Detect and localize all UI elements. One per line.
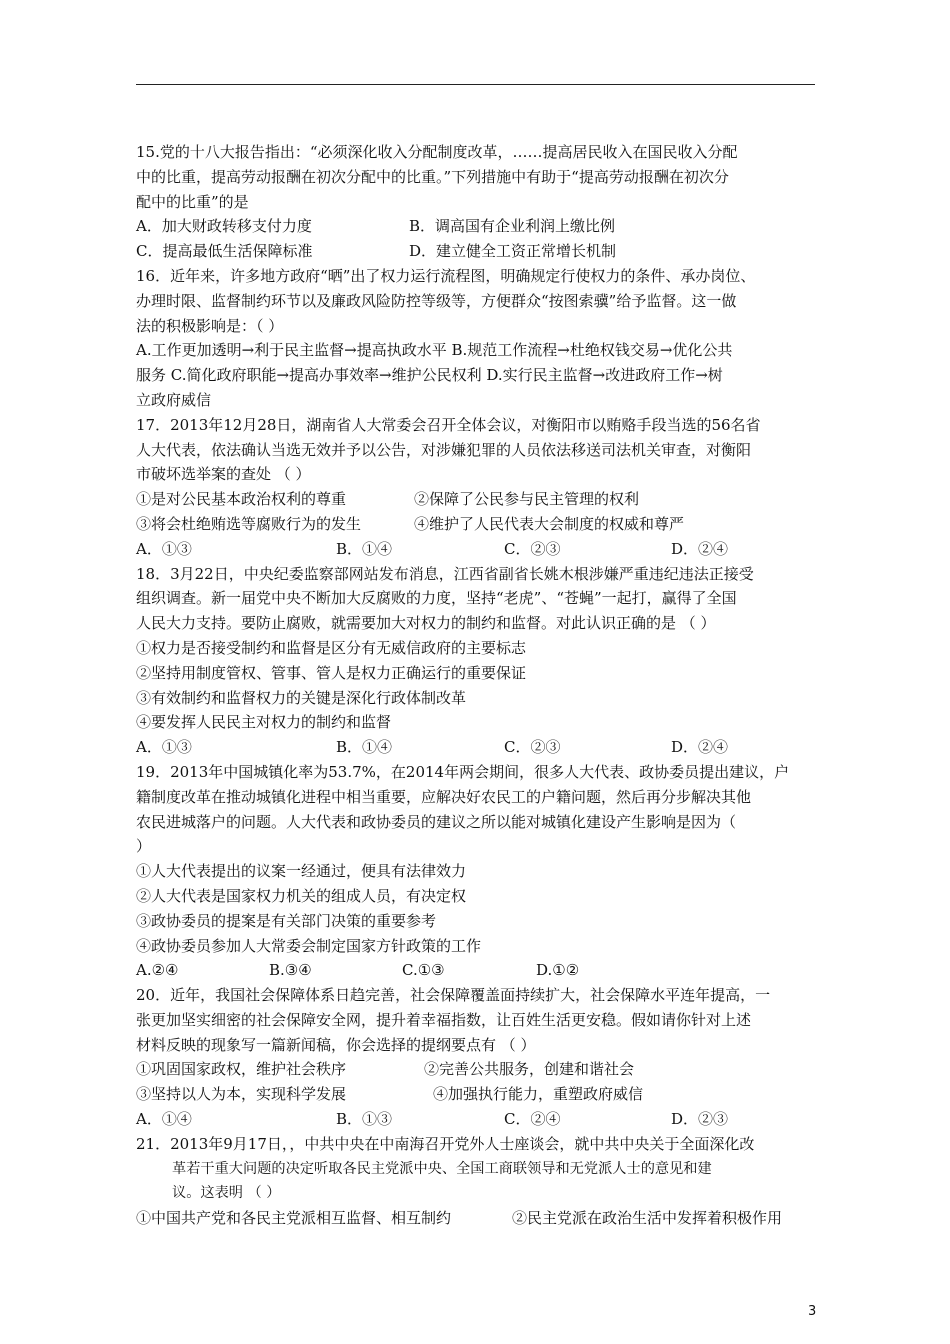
statement-3: ③坚持以人为本，实现科学发展 — [136, 1085, 347, 1104]
question-options: A.工作更加透明→利于民主监督→提高执政水平 B.规范工作流程→杜绝权钱交易→优化公共 — [136, 341, 733, 360]
question-text: 18．3月22日，中央纪委监察部网站发布消息，江西省副省长姚木根涉嫌严重违纪违法正接受 — [136, 564, 754, 583]
question-text: 办理时限、监督制约环节以及廉政风险防控等级等，方便群众“按图索骥”给予监督。这一做 — [136, 291, 737, 310]
question-17 — [136, 413, 816, 562]
statement-2: ②完善公共服务，创建和谐社会 — [424, 1060, 635, 1079]
question-text: 法的积极影响是：（ ） — [136, 316, 284, 335]
question-text: 中的比重，提高劳动报酬在初次分配中的比重。”下列措施中有助于“提高劳动报酬在初次分 — [136, 167, 729, 186]
question-text: 议。这表明 （ ） — [172, 1185, 281, 1202]
statement-3: ③政协委员的提案是有关部门决策的重要参考 — [136, 911, 437, 930]
statement-1: ①人大代表提出的议案一经通过，便具有法律效力 — [136, 862, 467, 881]
answer-c: C.①③ — [402, 961, 445, 980]
statement-4: ④要发挥人民民主对权力的制约和监督 — [136, 713, 392, 732]
question-text: 籍制度改革在推动城镇化进程中相当重要，应解决好农民工的户籍问题，然后再分步解决其他 — [136, 787, 752, 806]
question-text: ） — [136, 837, 152, 856]
question-text: 革若干重大问题的决定听取各民主党派中央、全国工商联领导和无党派人士的意见和建 — [172, 1160, 712, 1177]
statement-3: ③将会杜绝贿选等腐败行为的发生 — [136, 514, 362, 533]
answer-b: B．①④ — [336, 539, 393, 558]
question-text: 张更加坚实细密的社会保障安全网，提升着幸福指数，让百姓生活更安稳。假如请你针对上述 — [136, 1010, 752, 1029]
question-text: 21．2013年9月17日，，中共中央在中南海召开党外人士座谈会，就中共中央关于全面深化改 — [136, 1134, 755, 1153]
question-text: 16．近年来，许多地方政府“晒”出了权力运行流程图，明确规定行使权力的条件、承办岗位、 — [136, 266, 756, 285]
answer-a: A.②④ — [136, 961, 179, 980]
question-text: 组织调查。新一届党中央不断加大反腐败的力度，坚持“老虎”、“苍蝇”一起打，赢得了全国 — [136, 589, 737, 608]
answer-a: A．①③ — [136, 539, 192, 558]
answer-row — [136, 1107, 816, 1132]
statement-1: ①权力是否接受制约和监督是区分有无威信政府的主要标志 — [136, 638, 527, 657]
option-row — [136, 214, 816, 239]
answer-row — [136, 958, 816, 983]
question-15 — [136, 140, 816, 264]
statement-1: ①是对公民基本政治权利的尊重 — [136, 490, 347, 509]
statement-4: ④政协委员参加人大常委会制定国家方针政策的工作 — [136, 936, 482, 955]
question-text: 配中的比重”的是 — [136, 192, 249, 211]
answer-a: A．①③ — [136, 738, 192, 757]
question-options: 立政府威信 — [136, 390, 212, 409]
answer-d: D．②③ — [671, 1110, 729, 1129]
statement-2: ②民主党派在政治生活中发挥着积极作用 — [512, 1209, 783, 1228]
statement-1: ①巩固国家政权，维护社会秩序 — [136, 1060, 347, 1079]
header-rule — [136, 84, 815, 85]
page-number: 3 — [808, 1304, 817, 1319]
statement-1: ①中国共产党和各民主党派相互监督、相互制约 — [136, 1209, 452, 1228]
statement-row — [136, 512, 816, 537]
statement-2: ②坚持用制度管权、管事、管人是权力正确运行的重要保证 — [136, 663, 527, 682]
exam-page-content — [136, 140, 816, 1231]
answer-c: C．②③ — [504, 539, 561, 558]
question-text: 15.党的十八大报告指出：“必须深化收入分配制度改革，……提高居民收入在国民收入分配 — [136, 143, 738, 161]
answer-row — [136, 537, 816, 562]
statement-row — [136, 1082, 816, 1107]
question-text: 17．2013年12月28日，湖南省人大常委会召开全体会议，对衡阳市以贿赂手段当选的56名省 — [136, 415, 761, 434]
option-row — [136, 239, 816, 264]
question-21 — [136, 1132, 816, 1231]
option-b: B．调高国有企业利润上缴比例 — [409, 217, 616, 236]
question-19 — [136, 760, 816, 983]
option-c: C．提高最低生活保障标准 — [136, 242, 313, 261]
question-text: 农民进城落户的问题。人大代表和政协委员的建议之所以能对城镇化建设产生影响是因为（ — [136, 812, 737, 831]
answer-d: D．②④ — [671, 738, 729, 757]
statement-4: ④维护了人民代表大会制度的权威和尊严 — [414, 514, 685, 533]
statement-2: ②人大代表是国家权力机关的组成人员，有决定权 — [136, 886, 467, 905]
statement-row — [136, 487, 816, 512]
question-text: 19．2013年中国城镇化率为53.7%，在2014年两会期间，很多人大代表、政协委员提出建议，户 — [136, 762, 790, 781]
question-text: 人民大力支持。要防止腐败，就需要加大对权力的制约和监督。对此认识正确的是 （ ） — [136, 614, 716, 633]
answer-d: D.①② — [536, 961, 580, 980]
question-text: 人大代表，依法确认当选无效并予以公告，对涉嫌犯罪的人员依法移送司法机关审查，对衡阳 — [136, 440, 752, 459]
question-text: 材料反映的现象写一篇新闻稿，你会选择的提纲要点有 （ ） — [136, 1035, 536, 1054]
statement-2: ②保障了公民参与民主管理的权利 — [414, 490, 640, 509]
question-16 — [136, 264, 816, 413]
statement-4: ④加强执行能力，重塑政府威信 — [433, 1085, 644, 1104]
answer-c: C．②③ — [504, 738, 561, 757]
statement-row — [136, 1206, 816, 1231]
answer-b: B．①④ — [336, 738, 393, 757]
answer-c: C．②④ — [504, 1110, 561, 1129]
question-18 — [136, 562, 816, 760]
answer-b: B.③④ — [269, 961, 312, 980]
option-a: A．加大财政转移支付力度 — [136, 217, 312, 236]
question-text: 20．近年，我国社会保障体系日趋完善，社会保障覆盖面持续扩大，社会保障水平连年提高，一 — [136, 986, 771, 1005]
option-d: D．建立健全工资正常增长机制 — [409, 242, 617, 261]
statement-row — [136, 1057, 816, 1082]
question-options: 服务 C.简化政府职能→提高办事效率→维护公民权利 D.实行民主监督→改进政府工作→树 — [136, 366, 723, 385]
answer-a: A．①④ — [136, 1110, 192, 1129]
question-20 — [136, 983, 816, 1132]
statement-3: ③有效制约和监督权力的关键是深化行政体制改革 — [136, 688, 467, 707]
question-text: 市破坏选举案的查处 （ ） — [136, 465, 311, 484]
answer-d: D．②④ — [671, 539, 729, 558]
answer-b: B．①③ — [336, 1110, 393, 1129]
answer-row — [136, 735, 816, 760]
